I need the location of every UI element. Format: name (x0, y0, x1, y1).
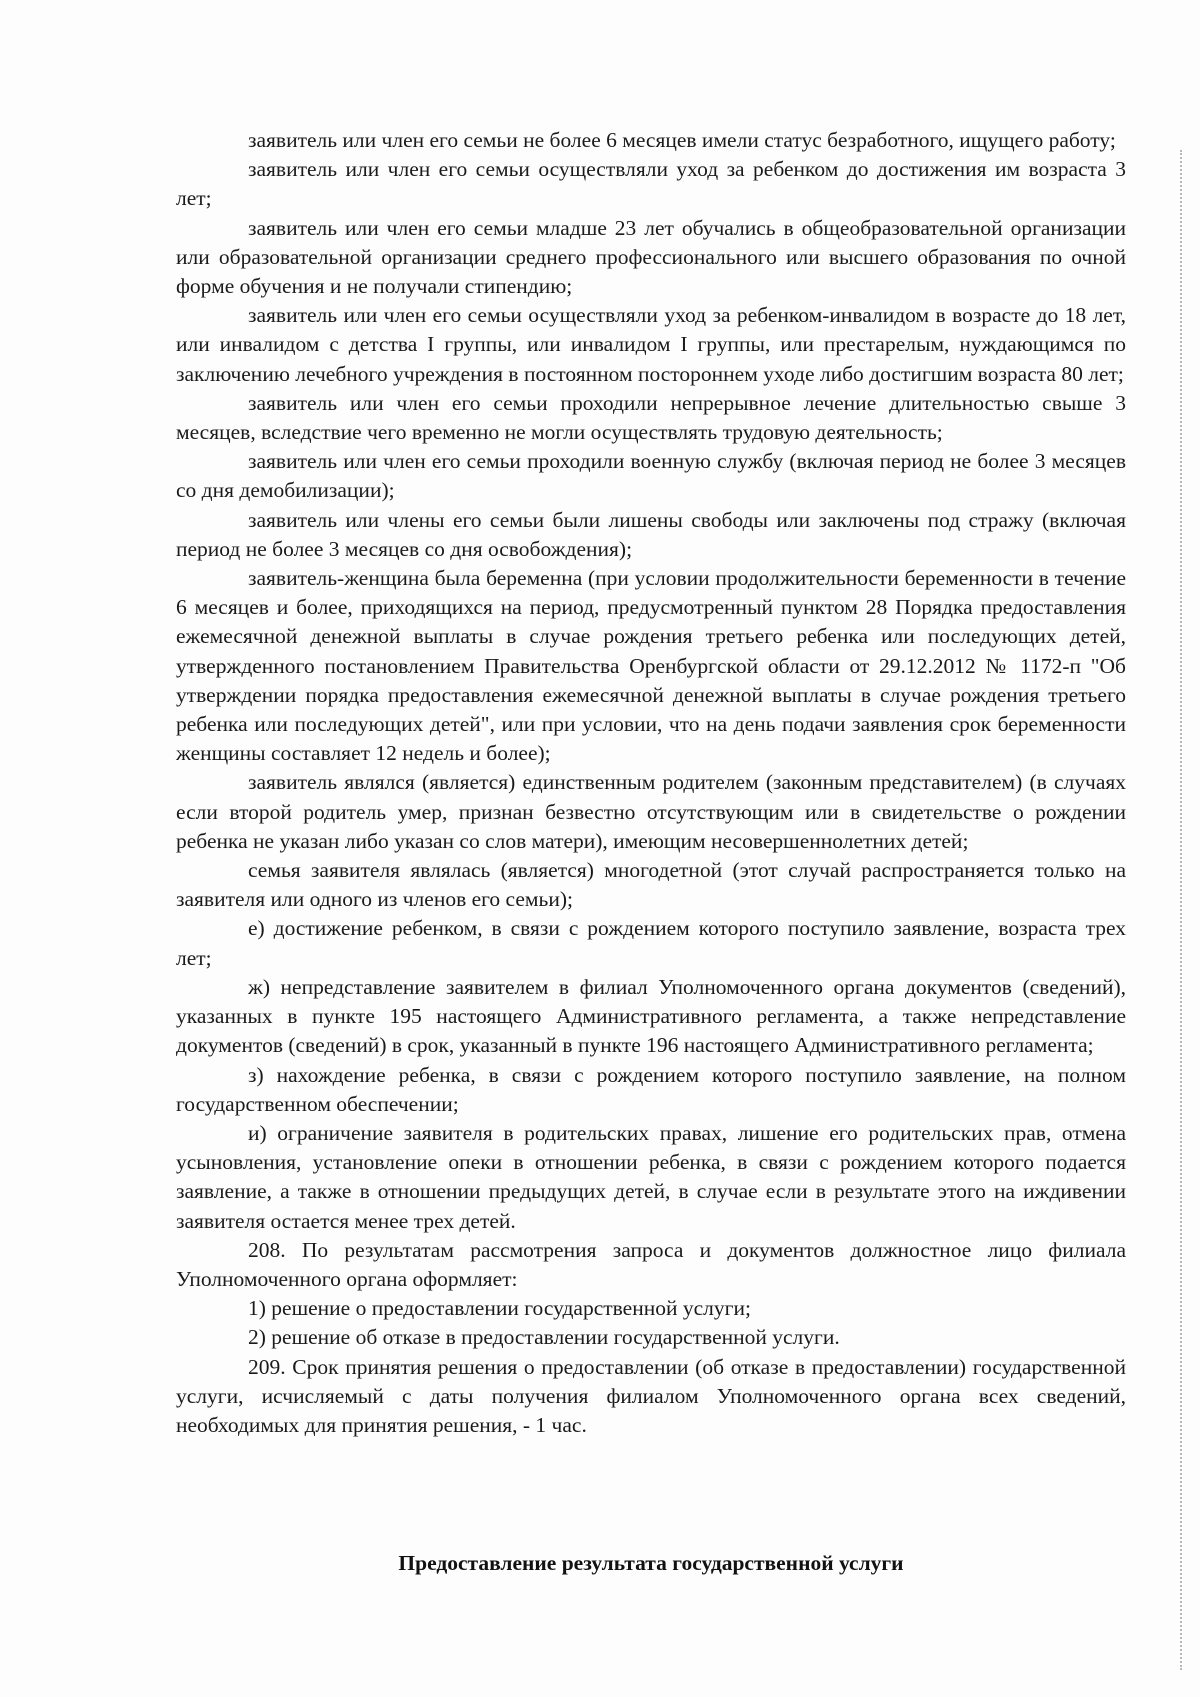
paragraph: 2) решение об отказе в предоставлении государственной услуги. (248, 1325, 840, 1350)
paragraph: ж) непредставление заявителем в филиал Уполномоченного органа документов (сведений), указанных в пункте 195 настоящего Административного регламента, а также непредставление документов (сведений) в срок, указанный в пункте 196 настоящего Административного регламента; (176, 974, 1126, 1058)
paragraph: заявитель являлся (является) единственным родителем (законным представителем) (в случаях если второй родитель умер, признан безвестно отсутствующим или в свидетельстве о рождении ребенка не указан либо указан со слов матери), имеющим несовершеннолетних детей; (176, 770, 1126, 853)
paragraph: 1) решение о предоставлении государственной услуги; (248, 1296, 751, 1321)
paragraph: семья заявителя являлась (является) многодетной (этот случай распространяется только на заявителя или одного из членов его семьи); (176, 858, 1126, 912)
paragraph: заявитель или члены его семьи были лишены свободы или заключены под стражу (включая период не более 3 месяцев со дня освобождения); (176, 507, 1126, 561)
paragraph: заявитель-женщина была беременна (при условии продолжительности беременности в течение 6 месяцев и более, приходящихся на период, предусмотренный пунктом 28 Порядка предоставления ежемесячной денежной выплаты в случае рождения третьего ребенка или последующих детей, утвержденного постановлением Правительства Оренбургской области от 29.12.2012 № 1172-п "Об утверждении порядка предоставления ежемесячной денежной выплаты в случае рождения третьего ребенка или последующих детей", или при условии, что на день подачи заявления срок беременности женщины составляет 12 недель и более); (176, 566, 1126, 766)
scan-binding-edge (1180, 150, 1182, 1670)
paragraph: заявитель или член его семьи проходили непрерывное лечение длительностью свыше 3 месяцев, вследствие чего временно не могли осуществлять трудовую деятельность; (176, 390, 1126, 445)
paragraph: 209. Срок принятия решения о предоставлении (об отказе в предоставлении) государственной услуги, исчисляемый с даты получения филиалом Уполномоченного органа всех сведений, необходимых для принятия решения, - 1 час. (176, 1354, 1126, 1437)
paragraph: и) ограничение заявителя в родительских правах, лишение его родительских прав, отмена усыновления, установление опеки в отношении ребенка, в связи с рождением которого подается заявление, а также в отношении предыдущих детей, в случае если в результате этого на иждивении заявителя остается менее трех детей. (176, 1120, 1126, 1233)
paragraph: е) достижение ребенком, в связи с рождением которого поступило заявление, возраста трех лет; (176, 916, 1126, 970)
paragraph: 208. По результатам рассмотрения запроса и документов должностное лицо филиала Уполномоченного органа оформляет: (176, 1237, 1126, 1291)
paragraph: заявитель или член его семьи осуществляли уход за ребенком-инвалидом в возрасте до 18 лет, или инвалидом с детства I группы, или инвалидом I группы, или престарелым, нуждающимся по заключению лечебного учреждения в постоянном постороннем уходе либо достигшим возраста 80 лет; (176, 303, 1126, 386)
section-heading: Предоставление результата государственной услуги (398, 1551, 904, 1575)
paragraph: заявитель или член его семьи не более 6 месяцев имели статус безработного, ищущего работу; (248, 128, 1116, 152)
paragraph: заявитель или член его семьи осуществляли уход за ребенком до достижения им возраста 3 лет; (176, 157, 1126, 211)
paragraph: заявитель или член его семьи младше 23 лет обучались в общеобразовательной организации или образовательной организации среднего профессионального или высшего образования по очной форме обучения и не получали стипендию; (176, 215, 1126, 299)
paragraph: з) нахождение ребенка, в связи с рождением которого поступило заявление, на полном государственном обеспечении; (176, 1062, 1126, 1116)
document-body (176, 126, 1126, 1440)
paragraph: заявитель или член его семьи проходили военную службу (включая период не более 3 месяцев со дня демобилизации); (176, 449, 1126, 503)
